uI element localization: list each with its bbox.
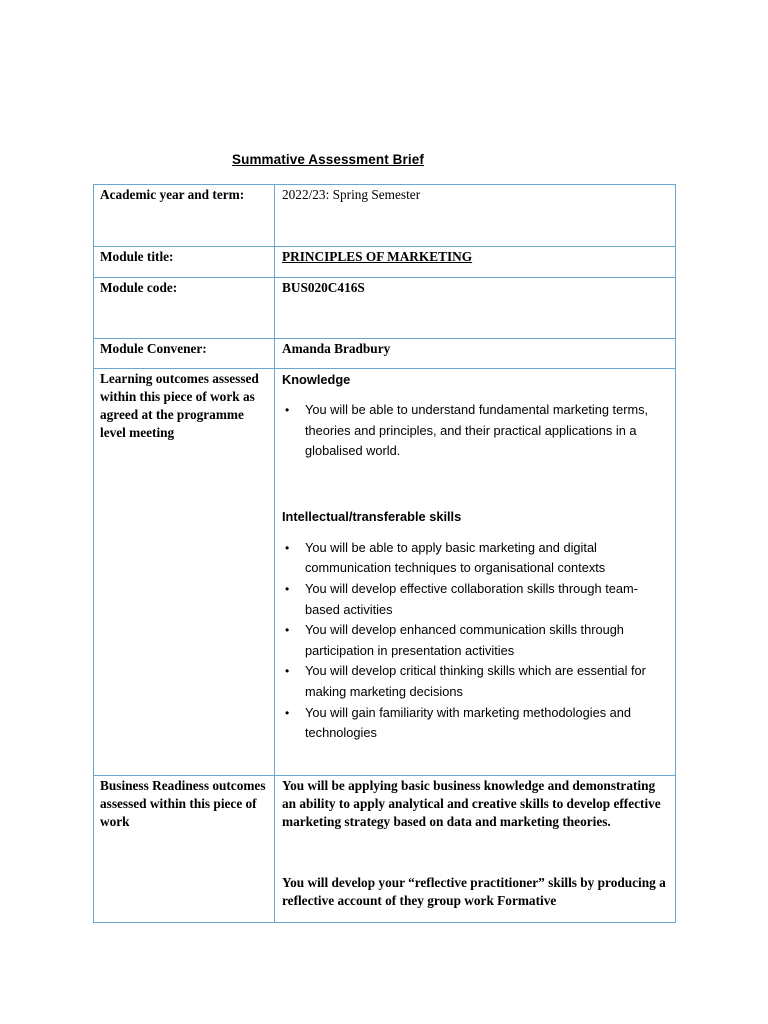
list-item xyxy=(285,661,667,702)
value-cell xyxy=(275,185,676,247)
learning-outcomes-label: Learning outcomes assessed within this piece of work as agreed at the programme level meeting xyxy=(100,371,259,440)
bullet-icon: • xyxy=(285,403,290,417)
label-cell xyxy=(94,339,275,369)
module-code-value: BUS020C416S xyxy=(282,280,365,295)
bullet-icon: • xyxy=(285,581,290,596)
table-row-module-code xyxy=(94,278,676,339)
skills-list xyxy=(275,538,675,744)
assessment-brief-table xyxy=(93,184,676,923)
value-cell xyxy=(275,776,676,923)
table-row-business-readiness xyxy=(94,776,676,923)
business-readiness-paragraph-1: You will be applying basic business knowledge and demonstrating an ability to apply analytical and creative skills to develop effective marketing strategy based on data and marketing theories. xyxy=(282,778,661,829)
value-cell xyxy=(275,369,676,776)
value-cell xyxy=(275,278,676,339)
academic-year-value: 2022/23: Spring Semester xyxy=(282,187,421,202)
bullet-icon: • xyxy=(285,664,290,679)
document-title: Summative Assessment Brief xyxy=(232,152,424,167)
list-item xyxy=(285,538,667,579)
module-convener-label: Module Convener: xyxy=(100,341,207,356)
label-cell xyxy=(94,247,275,278)
bullet-icon: • xyxy=(285,540,290,555)
table-row-module-convener xyxy=(94,339,676,369)
list-item xyxy=(285,703,667,744)
table-row-learning-outcomes xyxy=(94,369,676,776)
skill-item: You will be able to apply basic marketing and digital communication techniques to organisational contexts xyxy=(305,539,606,576)
academic-year-label: Academic year and term: xyxy=(100,187,245,202)
skill-item: You will develop enhanced communication skills through participation in presentation activities xyxy=(305,622,624,658)
table-row-academic-year xyxy=(94,185,676,247)
module-code-label: Module code: xyxy=(100,280,178,295)
business-readiness-label: Business Readiness outcomes assessed within this piece of work xyxy=(100,778,266,829)
bullet-icon: • xyxy=(285,705,290,720)
value-cell xyxy=(275,339,676,369)
list-item xyxy=(285,579,667,620)
business-readiness-paragraph-2: You will develop your “reflective practitioner” skills by producing a reflective account of they group work Formative xyxy=(282,875,666,908)
knowledge-list xyxy=(275,400,675,462)
knowledge-heading: Knowledge xyxy=(282,372,351,387)
skill-item: You will gain familiarity with marketing methodologies and technologies xyxy=(305,704,632,741)
skill-item: You will develop effective collaboration skills through team-based activities xyxy=(305,580,638,617)
list-item xyxy=(285,620,667,661)
skill-item: You will develop critical thinking skills which are essential for making marketing decisions xyxy=(305,663,646,699)
label-cell xyxy=(94,185,275,247)
bullet-icon: • xyxy=(285,623,290,638)
label-cell xyxy=(94,278,275,339)
module-title-value: PRINCIPLES OF MARKETING xyxy=(282,249,473,264)
module-title-label: Module title: xyxy=(100,249,174,264)
table-row-module-title xyxy=(94,247,676,278)
knowledge-item: You will be able to understand fundamental marketing terms, theories and principles, and their practical applications in a globalised world. xyxy=(305,402,649,459)
skills-heading: Intellectual/transferable skills xyxy=(282,508,462,524)
value-cell xyxy=(275,247,676,278)
label-cell xyxy=(94,776,275,923)
label-cell xyxy=(94,369,275,776)
list-item xyxy=(285,400,667,462)
module-convener-value: Amanda Bradbury xyxy=(282,341,391,356)
